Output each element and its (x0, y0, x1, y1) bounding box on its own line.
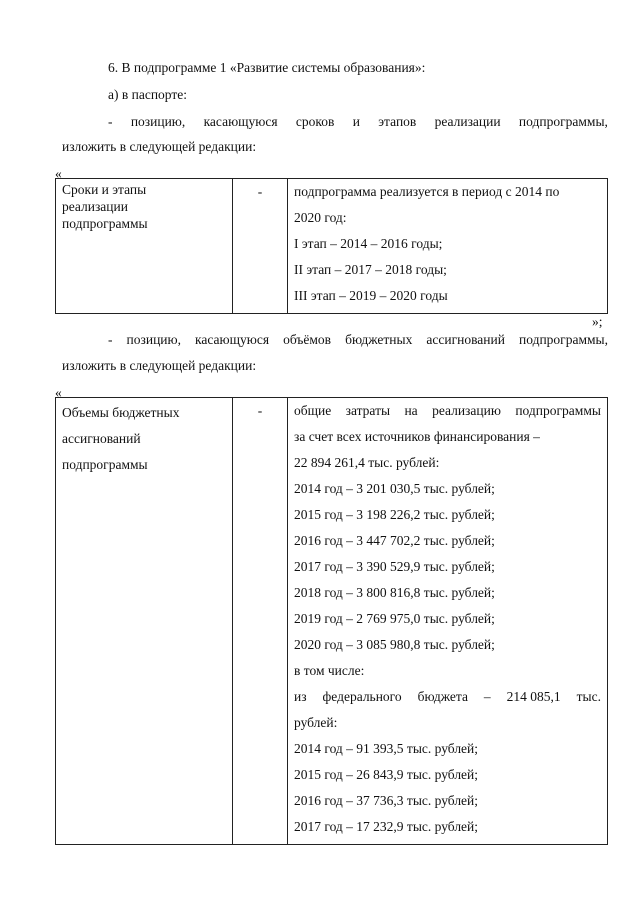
word: из (294, 689, 307, 704)
value-line: 2015 год – 26 843,9 тыс. рублей; (294, 767, 479, 782)
value-line: 22 894 261,4 тыс. рублей: (294, 455, 440, 470)
value-line: 2015 год – 3 198 226,2 тыс. рублей; (294, 507, 495, 522)
value-line: 2020 год: (294, 210, 347, 225)
word: сроков (295, 114, 335, 129)
word: на (404, 403, 418, 418)
value-line: подпрограмма реализуется в период с 2014 по (294, 184, 560, 199)
timeline-table (55, 178, 608, 314)
table-row (56, 179, 608, 314)
word: бюджетных (345, 332, 413, 347)
section-heading: 6. В подпрограмме 1 «Развитие системы образования»: (108, 60, 426, 75)
word: подпрограммы, (519, 332, 608, 347)
row-label: Сроки и этапы реализации подпрограммы (62, 182, 148, 231)
word: касающуюся (203, 114, 278, 129)
budget-table (55, 397, 608, 845)
word: - (108, 332, 113, 347)
word: этапов (378, 114, 417, 129)
value-line (294, 398, 601, 424)
dash-cell (233, 179, 288, 314)
row-label-line: подпрограммы (62, 457, 148, 472)
value-line: 2016 год – 37 736,3 тыс. рублей; (294, 793, 479, 808)
value-cell (288, 398, 608, 845)
word: – (483, 689, 491, 704)
word: позицию, (126, 332, 181, 347)
word: подпрограммы (515, 403, 601, 418)
value-line: 2014 год – 91 393,5 тыс. рублей; (294, 741, 479, 756)
label-cell (56, 179, 233, 314)
word: - (108, 114, 113, 129)
value-line: I этап – 2014 – 2016 годы; (294, 236, 443, 251)
word: касающуюся (195, 332, 270, 347)
value-line: III этап – 2019 – 2020 годы (294, 288, 448, 303)
intro-paragraph-2 (108, 332, 608, 348)
word: и (352, 114, 360, 129)
word: затраты (345, 403, 391, 418)
intro-paragraph-2-line2: изложить в следующей редакции: (62, 358, 257, 373)
value-line: 2019 год – 2 769 975,0 тыс. рублей; (294, 611, 495, 626)
word: ассигнований (426, 332, 505, 347)
table-row (56, 398, 608, 845)
value-line: за счет всех источников финансирования – (294, 429, 540, 444)
dash-cell (233, 398, 288, 845)
value-line: 2014 год – 3 201 030,5 тыс. рублей; (294, 481, 495, 496)
value-line: II этап – 2017 – 2018 годы; (294, 262, 447, 277)
row-label-line: Объемы бюджетных (62, 405, 180, 420)
word: подпрограммы, (518, 114, 608, 129)
word: бюджета (417, 689, 468, 704)
intro-paragraph-1-line2: изложить в следующей редакции: (62, 139, 257, 154)
row-label-line: ассигнований (62, 431, 141, 446)
word: 214 085,1 (506, 689, 561, 704)
word: реализацию (432, 403, 501, 418)
open-quote-2: « (55, 385, 62, 400)
value-line: 2016 год – 3 447 702,2 тыс. рублей; (294, 533, 495, 548)
dash: - (257, 184, 263, 199)
open-quote-1: « (55, 166, 62, 181)
value-line: рублей: (294, 715, 338, 730)
word: объёмов (283, 332, 332, 347)
close-quote-1: »; (592, 314, 603, 329)
word: реализации (434, 114, 501, 129)
word: позицию, (130, 114, 186, 129)
label-cell (56, 398, 233, 845)
value-line: 2017 год – 3 390 529,9 тыс. рублей; (294, 559, 495, 574)
intro-paragraph-1 (108, 114, 608, 130)
subsection-a: а) в паспорте: (108, 87, 188, 102)
value-line: 2020 год – 3 085 980,8 тыс. рублей; (294, 637, 495, 652)
value-cell (288, 179, 608, 314)
value-line: 2017 год – 17 232,9 тыс. рублей; (294, 819, 479, 834)
word: общие (294, 403, 332, 418)
word: федерального (322, 689, 402, 704)
value-line: 2018 год – 3 800 816,8 тыс. рублей; (294, 585, 495, 600)
value-line (294, 684, 601, 710)
value-line: в том числе: (294, 663, 365, 678)
dash: - (257, 403, 263, 418)
word: тыс. (576, 689, 601, 704)
